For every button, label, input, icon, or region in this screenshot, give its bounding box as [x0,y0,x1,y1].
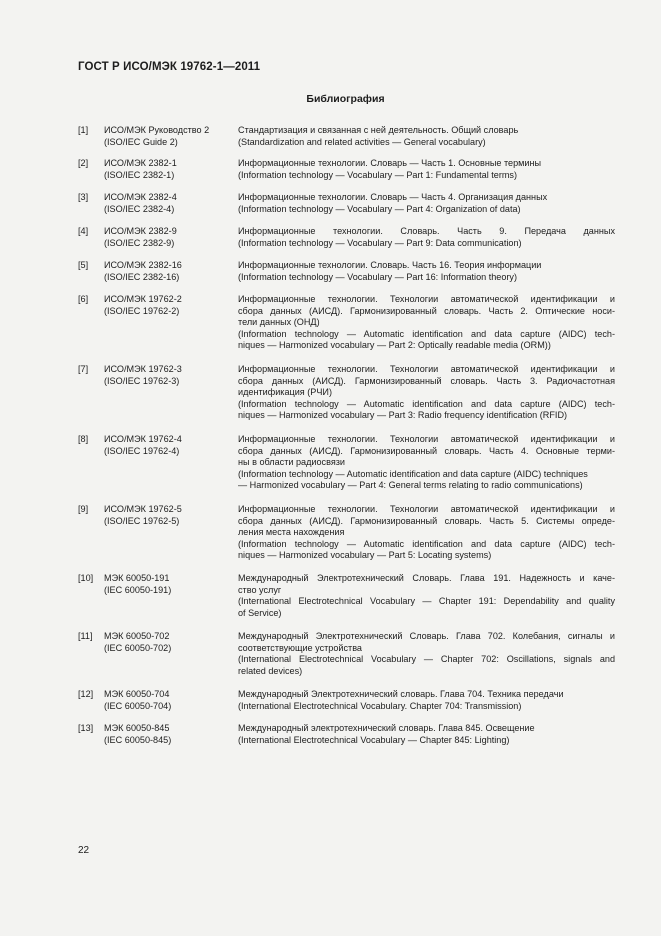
reference-line: (ISO/IEC 2382-4) [104,203,175,214]
entry-reference [104,434,234,457]
description-line: Международный электротехнический словарь. Глава 845. Освещение [238,723,535,733]
bibliography-title: Библиография [306,93,385,105]
description-line: (International Electrotechnical Vocabulary — Chapter 702: Oscillations, signals and [238,654,615,665]
reference-line: МЭК 60050-191 [104,573,170,583]
description-line: сбора данных (АИСД). Гармонизированный словарь. Часть 4. Основные терми- [238,445,615,456]
entry-description [238,158,615,181]
description-line: тели данных (ОНД) [238,317,320,328]
description-line: niques — Harmonized vocabulary — Part 5: Locating systems) [238,550,492,561]
description-line: Информационные технологии. Технологии автоматической идентификации и [238,294,615,304]
entry-reference [104,631,234,654]
description-line: сбора данных (АИСД). Гармонизированный словарь. Часть 2. Оптические носи- [238,305,615,316]
entry-description [238,125,615,148]
description-line: соответствующие устройства [238,642,362,653]
description-line: niques — Harmonized vocabulary — Part 2: Optically readable media (ORM)) [238,340,551,351]
page-number: 22 [78,845,90,856]
entry-description [238,573,615,619]
description-line: of Service) [238,607,282,618]
document-header: ГОСТ Р ИСО/МЭК 19762-1—2011 [78,61,261,73]
entry-number: [13] [78,723,94,733]
description-line: Информационные технологии. Технологии автоматической идентификации и [238,504,615,514]
reference-line: ИСО/МЭК Руководство 2 [104,125,210,135]
entry-description [238,631,615,677]
reference-line: (ISO/IEC 19762-3) [104,375,180,386]
entry-reference [104,192,234,215]
entry-description [238,723,615,746]
entry-number: [3] [78,192,89,202]
description-line: Информационные технологии. Словарь — Часть 1. Основные термины [238,158,542,168]
entry-reference [104,504,234,527]
description-line: (Information technology — Vocabulary — Part 16: Information theory) [238,271,518,282]
reference-line: ИСО/МЭК 2382-16 [104,260,182,270]
entry-description [238,260,615,283]
reference-line: (ISO/IEC Guide 2) [104,136,178,147]
description-line: идентификация (РЧИ) [238,387,332,398]
reference-line: ИСО/МЭК 2382-4 [104,192,177,202]
entry-description [238,364,615,422]
description-line: Международный Электротехнический Словарь. Глава 702. Колебания, сигналы и [238,631,615,641]
reference-line: (ISO/IEC 2382-9) [104,237,175,248]
entry-description [238,226,615,249]
entry-reference [104,294,234,317]
entry-number: [12] [78,689,94,699]
reference-line: (IEC 60050-845) [104,734,172,745]
entry-reference [104,573,234,596]
reference-line: МЭК 60050-702 [104,631,170,641]
description-line: Информационные технологии. Технологии автоматической идентификации и [238,364,615,374]
reference-line: (IEC 60050-702) [104,642,172,653]
entry-number: [7] [78,364,89,374]
description-line: сбора данных (АИСД). Гармонизированный словарь. Часть 5. Системы опреде- [238,515,615,526]
description-line: ны в области радиосвязи [238,457,345,468]
entry-number: [4] [78,226,89,236]
description-line: Международный Электротехнический Словарь. Глава 191. Надежность и каче- [238,573,615,583]
description-line: сбора данных (АИСД). Гармонизированный словарь. Часть 3. Радиочастотная [238,375,615,386]
entry-reference [104,125,234,148]
entry-number: [1] [78,125,89,135]
description-line: ство услуг [238,584,282,595]
entry-number: [10] [78,573,94,583]
entry-number: [6] [78,294,89,304]
description-line: Информационные технологии. Словарь. Часть 16. Теория информации [238,260,542,270]
reference-line: (ISO/IEC 19762-4) [104,445,180,456]
reference-line: (ISO/IEC 2382-16) [104,271,180,282]
reference-line: ИСО/МЭК 19762-4 [104,434,182,444]
description-line: (International Electrotechnical Vocabulary. Chapter 704: Transmission) [238,700,522,711]
description-line: Информационные технологии. Словарь. Часть 9. Передача данных [238,226,615,236]
description-line: (Information technology — Automatic identification and data capture (AIDC) tech- [238,538,615,549]
description-line: (Information technology — Automatic identification and data capture (AIDC) tech- [238,398,615,409]
description-line: — Harmonized vocabulary — Part 4: General terms relating to radio communications) [238,480,583,491]
description-line: Международный Электротехнический словарь. Глава 704. Техника передачи [238,689,564,699]
entry-number: [8] [78,434,89,444]
description-line: (International Electrotechnical Vocabulary — Chapter 845: Lighting) [238,734,510,745]
entry-number: [5] [78,260,89,270]
entry-description [238,504,615,562]
entry-description [238,294,615,352]
description-line: ления места нахождения [238,527,345,538]
entry-description [238,192,615,215]
description-line: (Information technology — Automatic identification and data capture (AIDC) tech- [238,328,615,339]
description-line: Информационные технологии. Технологии автоматической идентификации и [238,434,615,444]
entry-description [238,434,615,492]
description-line: Стандартизация и связанная с ней деятельность. Общий словарь [238,125,519,135]
entry-reference [104,364,234,387]
entry-reference [104,689,234,712]
reference-line: (IEC 60050-704) [104,700,172,711]
reference-line: ИСО/МЭК 19762-5 [104,504,182,514]
entry-reference [104,260,234,283]
entry-number: [2] [78,158,89,168]
entry-number: [11] [78,631,93,641]
description-line: niques — Harmonized vocabulary — Part 3: Radio frequency identification (RFID) [238,410,568,421]
entry-reference [104,158,234,181]
description-line: (Information technology — Vocabulary — Part 1: Fundamental terms) [238,169,518,180]
description-line: (Information technology — Vocabulary — Part 9: Data communication) [238,237,522,248]
description-line: related devices) [238,665,303,676]
reference-line: ИСО/МЭК 19762-2 [104,294,182,304]
entry-description [238,689,615,712]
description-line: (International Electrotechnical Vocabulary — Chapter 191: Dependability and quality [238,596,615,607]
entry-number: [9] [78,504,89,514]
reference-line: (ISO/IEC 19762-5) [104,515,180,526]
reference-line: ИСО/МЭК 2382-1 [104,158,177,168]
reference-line: ИСО/МЭК 2382-9 [104,226,177,236]
entry-reference [104,723,234,746]
entry-reference [104,226,234,249]
reference-line: (IEC 60050-191) [104,584,172,595]
reference-line: (ISO/IEC 2382-1) [104,169,175,180]
description-line: (Standardization and related activities — General vocabulary) [238,136,486,147]
description-line: (Information technology — Automatic identification and data capture (AIDC) techniques [238,468,588,479]
reference-line: МЭК 60050-704 [104,689,170,699]
reference-line: МЭК 60050-845 [104,723,170,733]
description-line: (Information technology — Vocabulary — Part 4: Organization of data) [238,203,521,214]
description-line: Информационные технологии. Словарь — Часть 4. Организация данных [238,192,548,202]
reference-line: (ISO/IEC 19762-2) [104,305,180,316]
reference-line: ИСО/МЭК 19762-3 [104,364,182,374]
